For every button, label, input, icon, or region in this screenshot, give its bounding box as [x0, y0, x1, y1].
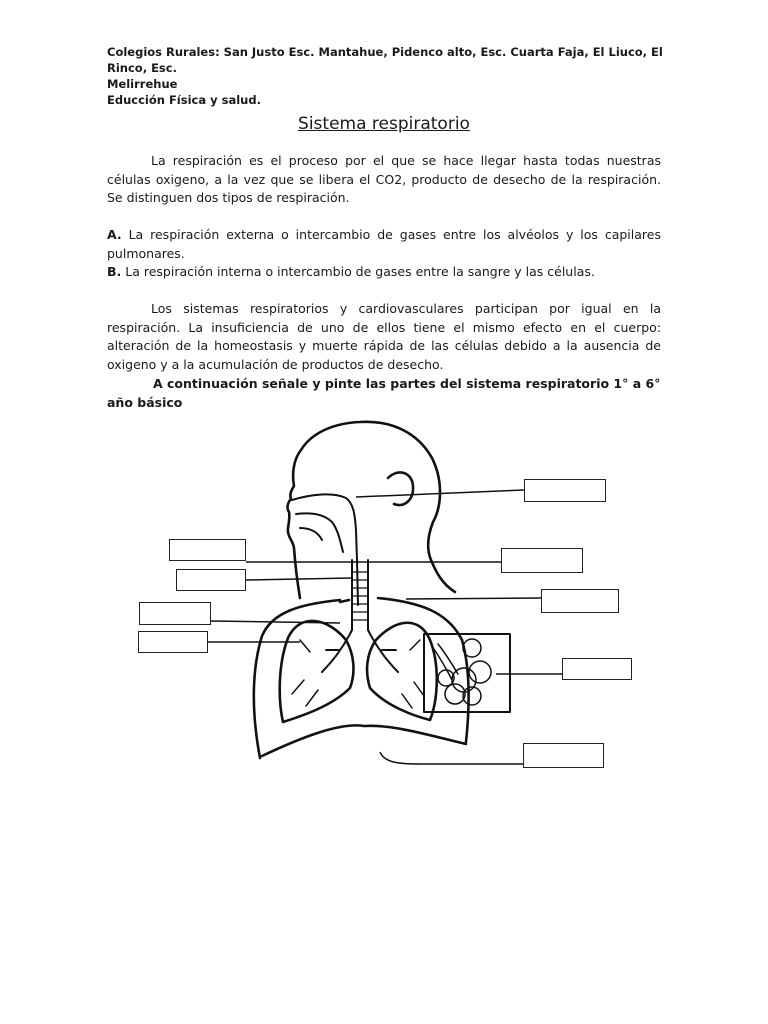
school-header: [107, 44, 667, 108]
neck-line: [340, 600, 349, 602]
title-text: Sistema respiratorio: [298, 114, 470, 134]
label-box-nasal[interactable]: [524, 479, 606, 502]
header-line-1: Colegios Rurales: San Justo Esc. Mantahue, Pidenco alto, Esc. Cuarta Faja, El Liuco, El Rinco, Esc.: [107, 45, 663, 75]
label-box-trachea[interactable]: [541, 589, 619, 613]
leader-pharynx: [406, 598, 541, 599]
torso-right: [378, 598, 469, 742]
alveoli-inset: [424, 634, 510, 712]
item-b-marker: B.: [107, 264, 122, 279]
label-box-larynx[interactable]: [176, 569, 246, 591]
label-box-diaphragm[interactable]: [523, 743, 604, 768]
nasal-pharynx: [292, 494, 358, 605]
item-a-marker: A.: [107, 227, 122, 242]
label-box-pharynx[interactable]: [501, 548, 583, 573]
ear-outline: [388, 472, 413, 505]
label-box-alveoli[interactable]: [562, 658, 632, 680]
bronchi: [322, 630, 398, 672]
leader-bronchi: [211, 621, 340, 623]
instruction-text: A continuación señale y pinte las partes del sistema respiratorio 1° a 6° año básico: [107, 376, 661, 410]
left-lung: [280, 621, 354, 722]
item-b-paragraph: [107, 263, 661, 282]
torso-left: [254, 600, 340, 758]
right-lung: [367, 623, 437, 720]
item-a-text: La respiración externa o intercambio de gases entre los alvéolos y los capilares pulmonares.: [107, 227, 661, 261]
page-title: [0, 114, 768, 134]
item-a-paragraph: [107, 226, 661, 263]
item-b-text: La respiración interna o intercambio de gases entre la sangre y las células.: [121, 264, 595, 279]
label-box-lung[interactable]: [138, 631, 208, 653]
leader-lines: [208, 490, 562, 764]
header-line-3: Educción Física y salud.: [107, 93, 261, 107]
label-box-mouth[interactable]: [169, 539, 246, 561]
leader-nasal: [356, 490, 524, 497]
head-outline: [288, 422, 455, 598]
leader-diaphragm: [380, 752, 524, 764]
leader-larynx: [246, 578, 352, 580]
intro-paragraph: La respiración es el proceso por el que se hace llegar hasta todas nuestras células oxigeno, a la vez que se libera el CO2, producto de desecho de la respiración. Se distinguen dos tipos de respiración.: [107, 153, 661, 205]
header-line-2: Melirrehue: [107, 77, 178, 91]
systems-paragraph: Los sistemas respiratorios y cardiovasculares participan por igual en la respiración. La insuficiencia de uno de ellos tiene el mismo efecto en el cuerpo: alteración de la homeostasis y muerte rápida de las células debido a la ausencia de oxigeno y a la acumulación de productos de desecho.: [107, 301, 661, 372]
label-box-bronchi[interactable]: [139, 602, 211, 625]
diaphragm: [262, 725, 466, 756]
